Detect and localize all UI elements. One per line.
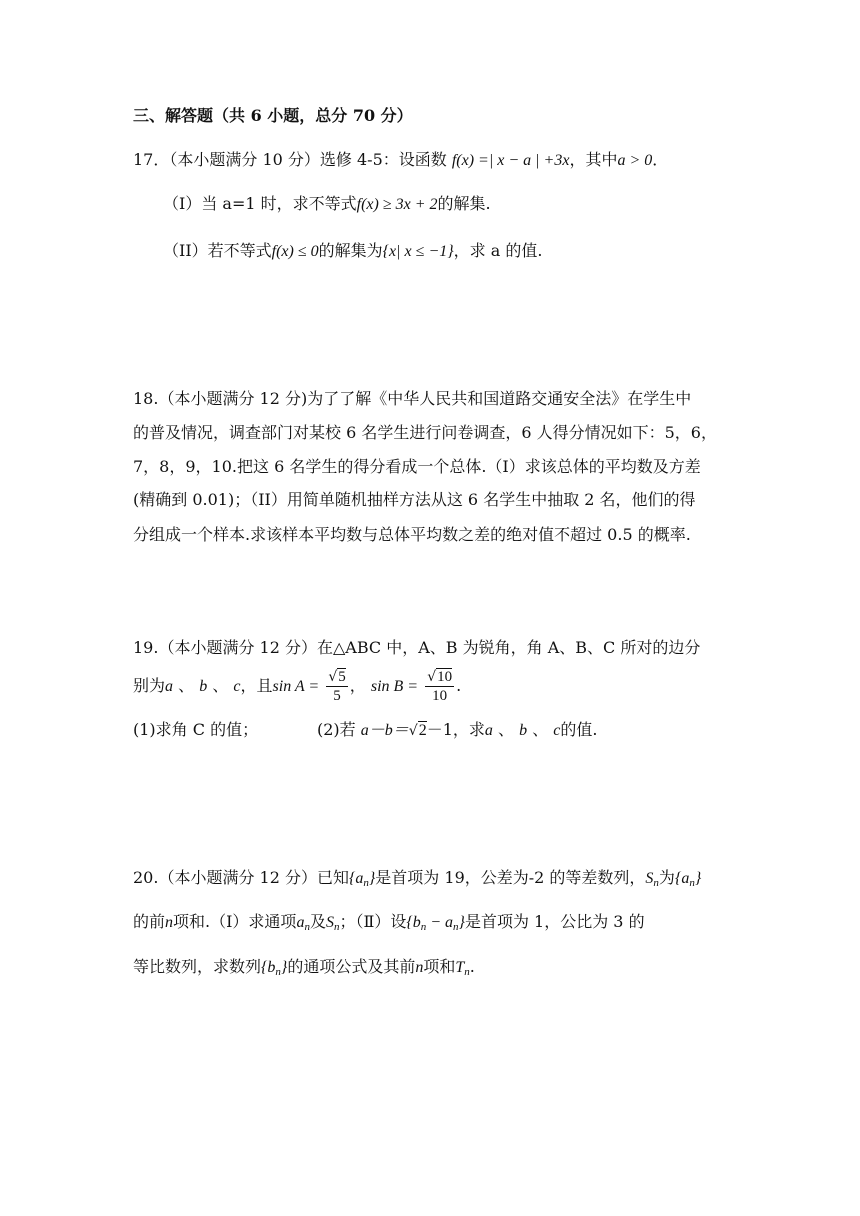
q17-part1-inequality: f(x) ≥ 3x + 2 [356, 196, 438, 213]
q19-sinB-label: sin B = [370, 678, 419, 695]
q20-seq-b-minus-a: $\{b_n - a_n\}$ [406, 914, 465, 933]
q19-line-1: 19.（本小题满分 12 分）在△ABC 中，A、B 为锐角，角 A、B、C 所对的边分 [133, 638, 701, 657]
section-title: 三、解答题（共 6 小题，总分 70 分） [133, 106, 413, 125]
q18-line-3: 7，8，9，10.把这 6 名学生的得分看成一个总体.（I）求该总体的平均数及方差 [133, 457, 701, 476]
q20-line-2: 的前n项和.（Ⅰ）求通项$a_n$及$S_n$；（Ⅱ）设$\{b_n - a_n\}$是首项为 1，公比为 3 的 [133, 912, 645, 933]
q17-part2-set: {x| x ≤ −1} [382, 243, 454, 260]
q18-line-1: 18.（本小题满分 12 分)为了了解《中华人民共和国道路交通安全法》在学生中 [133, 389, 692, 408]
q18-line-5: 分组成一个样本.求该样本平均数与总体平均数之差的绝对值不超过 0.5 的概率. [133, 525, 691, 544]
q17-condition: a > 0 [617, 152, 653, 169]
q20-seq-a: $\{a_n\}$ [348, 870, 376, 889]
q19-line-2: 别为a 、 b 、 c，且sin A = $\frac{√5}{5}$ ， sin B = $\frac{√10}{10}$ . [133, 669, 462, 704]
q17-statement: 17．（本小题满分 10 分）选修 4-5：设函数 f(x) =| x − a | +3x，其中a > 0． [133, 150, 669, 169]
q18-line-2: 的普及情况，调查部门对某校 6 名学生进行问卷调查，6 人得分情况如下：5，6， [133, 423, 717, 442]
q20-line-1: 20.（本小题满分 12 分）已知$\{a_n\}$是首项为 19，公差为-2 的等差数列，$S_n$为$\{a_n\}$ [133, 868, 702, 889]
q19-sinA-fraction: $\frac{√5}{5}$ [328, 669, 346, 704]
q20-seq-b: $\{b_n\}$ [261, 959, 288, 978]
q18-line-4: (精确到 0.01)；（II）用简单随机抽样方法从这 6 名学生中抽取 2 名，他们的得 [133, 490, 696, 509]
q17-part2: （II）若不等式f(x) ≤ 0的解集为{x| x ≤ −1}，求 a 的值. [163, 241, 543, 260]
q17-part2-inequality: f(x) ≤ 0 [271, 243, 319, 260]
q19-part1: (1)求角 C 的值； [133, 720, 259, 739]
q19-sinA-label: sin A = [272, 678, 320, 695]
q20-line-3: 等比数列，求数列$\{b_n\}$的通项公式及其前n项和$T_n$. [133, 957, 475, 978]
q19-sinB-fraction: $\frac{√10}{10}$ [427, 669, 453, 704]
q19-part2: (2)若 a－b＝√2－1，求a 、 b 、 c的值. [317, 720, 598, 739]
q17-function: f(x) =| x − a | +3x [451, 152, 570, 169]
q17-part1: （I）当 a=1 时，求不等式f(x) ≥ 3x + 2的解集. [163, 194, 491, 213]
